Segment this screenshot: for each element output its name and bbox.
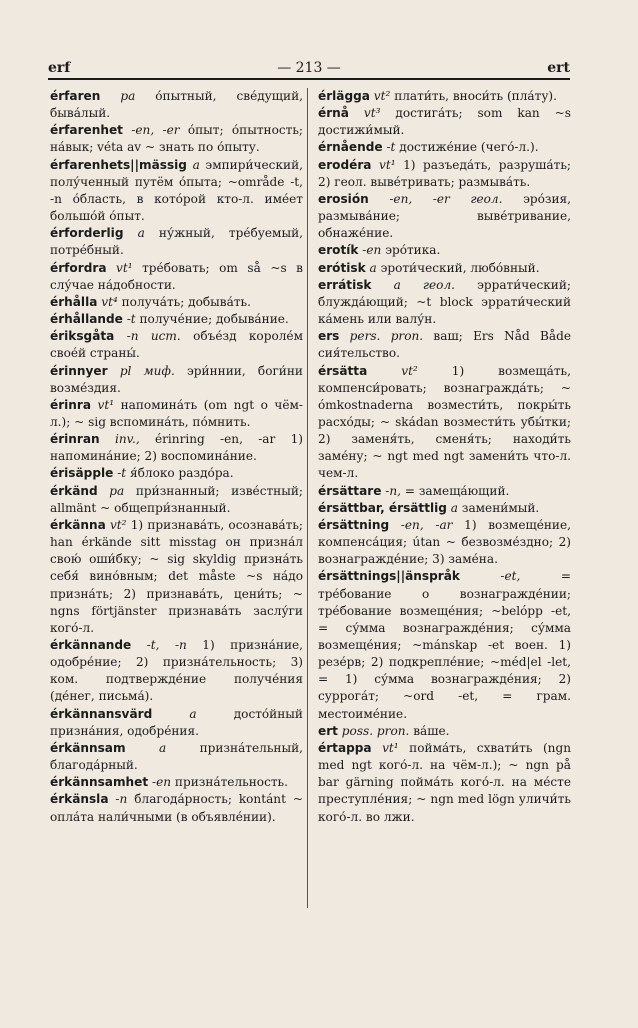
dictionary-entry [50,431,303,465]
dictionary-entry [318,568,571,722]
grammar-note: vt¹ [91,397,115,412]
translation: 1) разъеда́ть, разруша́ть; 2) геол. выве́тривать; размыва́ть. [318,157,571,189]
grammar-note: a геол. [371,277,455,292]
translation: достига́ть; som kan ~s достижи́мый. [318,106,571,138]
grammar-note: pl миф. [107,363,175,378]
headword: érfarenhet [50,123,123,138]
translation: эро́тика. [381,243,441,258]
translation: 1) призна́ние, одобре́ние; 2) призна́тельность; 3) ком. подтвержде́ние получе́ния (де́нег, письма́). [50,638,304,704]
dictionary-entry [318,88,571,105]
dictionary-entry [318,328,571,362]
headword: érnå [318,106,349,121]
dictionary-entry [50,706,303,740]
dictionary-entry [318,157,571,191]
grammar-note: pa [100,89,136,103]
translation: тре́бовать; om så ~s в слу́чае на́добности. [50,260,303,292]
grammar-note: vt² [105,517,127,532]
headword: errátisk [318,277,372,292]
translation: ваш; Ers Nåd Både сия́тельство. [318,329,572,361]
translation: о́пыт; о́пытность; на́вык; véta av ~ знать по о́пыту. [50,123,304,155]
headword: érinnyer [50,363,108,378]
dictionary-entry [50,328,303,362]
running-header [48,58,570,78]
headword: érsättare [318,483,382,498]
dictionary-entry [50,465,303,482]
headword: érsättning [318,517,390,532]
translation: = тре́бование о вознагражде́нии; тре́бование возмеще́ния; ~belópp -et, = су́мма вознагражде́ния; су́мма возмеще́ния; ~mánskap -et воен. 1) резе́рв; 2) подкрепле́ние; ~méd|el -let, = 1) су́мма вознагражде́ния; 2) суррога́т; ~ord -et, = грам. местоиме́ние. [318,569,571,721]
headword: érkännande [50,638,132,652]
grammar-note: -en, -er [122,123,180,138]
grammar-note: pa [97,483,125,498]
headword: érinra [50,397,92,412]
translation: получа́ть; добыва́ть. [117,294,251,309]
headword: érfordra [50,260,107,275]
grammar-note: -n, [381,483,401,498]
translation: érinring -en, -ar 1) напомина́ние; 2) воспомина́ние. [50,432,303,464]
dictionary-entry [318,517,571,568]
headword: érsättnings||änspråk [318,569,460,584]
headword: erótisk [318,260,366,275]
grammar-note: a [365,260,377,275]
left-column [50,88,303,826]
headword: érnående [318,140,383,155]
grammar-note: pers. pron. [339,329,424,344]
translation: 1) возмеща́ть, компенси́ровать; вознагражда́ть; ~ ómkostnaderna возмести́ть, покры́ть расхо́ды; ~ skádan возмести́ть убы́тки; 2) заменя́ть, сменя́ть; находи́ть заме́ну; ~ ngt med ngt замени́ть что-л. чем-л. [318,363,571,481]
headword: érlägga [318,89,370,103]
headword: ert [318,723,338,738]
dictionary-entry [318,260,571,277]
translation: эррати́ческий; блужда́ющий; ~t block эррати́ческий ка́мень или валу́н. [318,277,571,327]
headword: érsätta [318,363,368,378]
dictionary-entry [318,500,571,517]
dictionary-entry [318,242,571,259]
translation: напомина́ть (om ngt о чём-л.); ~ sig вспомина́ть, по́мнить. [50,397,303,429]
headword: erodéra [318,157,372,172]
translation: призна́тельный, благода́рный. [50,740,303,773]
grammar-note: vt¹ [371,157,396,172]
grammar-note: inv., [99,432,155,447]
grammar-note: -t, -n [131,638,187,652]
grammar-note: -n [108,792,128,807]
grammar-note: vt⁴ [97,294,118,309]
dictionary-entry [50,363,303,397]
headword: érhålla [50,294,98,309]
grammar-note: -en [148,775,172,790]
page-number: — 213 — [277,60,341,76]
grammar-note: -t [113,466,127,481]
dictionary-entry [50,740,303,774]
translation: досто́йный призна́ния, одобре́ния. [50,706,303,738]
dictionary-entry [318,740,571,826]
header-rule [48,78,570,80]
grammar-note: -en, -er геол. [368,191,503,206]
headword: érinran [50,432,100,447]
translation: эро́зия, размыва́ние; выве́тривание, обнаже́ние. [318,191,571,241]
headword: érsättbar, érsättlig [318,500,447,515]
right-column [318,88,571,826]
dictionary-entry [50,483,303,517]
translation: эроти́ческий, любо́вный. [376,260,540,275]
grammar-note: -en, -ar [389,517,453,532]
dictionary-entry [318,277,571,328]
headword: érkänsla [50,792,109,807]
dictionary-entry [318,191,571,242]
translation: = замеща́ющий. [401,483,510,498]
dictionary-entry [50,122,303,156]
headword: érkännsam [50,740,126,755]
translation: замени́мый. [458,500,540,515]
translation: я́блоко раздо́ра. [126,466,234,481]
grammar-note: -en [358,243,382,258]
translation: ва́ше. [409,723,450,738]
dictionary-entry [50,791,303,825]
dictionary-entry [50,225,303,259]
dictionary-entry [318,363,571,483]
headword: érkänd [50,483,98,498]
headword: érkännsamhet [50,775,149,790]
grammar-note: a [186,157,200,172]
translation: эмпири́ческий, полу́ченный путём о́пыта; ~område -t, -n о́бласть, в кото́рой кто-л. име́ет большо́й о́пыт. [50,157,303,224]
headword: érfarenhets||mässig [50,157,187,172]
headword: érisäpple [50,466,114,481]
dictionary-entry [318,105,571,139]
translation: благода́рность; kontánt ~ опла́та нали́чными (в объявле́нии). [50,792,303,824]
dictionary-entry [50,157,303,226]
dictionary-entry [50,88,303,122]
translation: призна́тельность. [171,775,288,790]
translation: достиже́ние (чего́-л.). [395,140,539,155]
dictionary-entry [50,517,303,637]
grammar-note: vt¹ [106,260,133,275]
dictionary-entry [318,483,571,500]
translation: о́пытный, све́дущий, быва́лый. [50,89,303,121]
grammar-note: vt² [367,363,418,378]
translation: пойма́ть, схвати́ть (ngn med ngt кого́-л. на чём-л.); ~ ngn på bar gärning пойма́ть кого́-л. на ме́сте преступле́ния; ~ ngn med lögn уличи́ть кого́-л. во лжи. [318,740,571,824]
translation: плати́ть, вноси́ть (пла́ту). [390,89,557,103]
grammar-note: poss. pron. [337,723,410,738]
translation: при́знанный; изве́стный; allmänt ~ общепри́знанный. [50,483,303,515]
grammar-note: a [152,706,197,721]
dictionary-entry [50,260,303,294]
headword: értappa [318,740,372,755]
grammar-note: a [446,500,458,515]
headword: érfaren [50,89,101,103]
grammar-note: vt³ [348,106,381,121]
translation: объе́зд короле́м свое́й страны́. [50,329,303,361]
translation: ну́жный, тре́буемый, потре́бный. [50,226,303,258]
headword: érhållande [50,312,123,327]
headword: ers [318,329,340,344]
headword: erotík [318,243,359,258]
grammar-note: -n ист. [114,329,181,344]
grammar-note: -et, [459,569,521,584]
translation: 1) возмеще́ние, компенса́ция; útan ~ безвозме́здно; 2) вознагражде́ние; 3) заме́на. [318,517,571,567]
header-guide-word-first: erf [48,60,71,76]
translation: 1) признава́ть, осознава́ть; han érkände sitt misstag он призна́л свою́ оши́бку; ~ sig skyldig призна́ть себя́ вино́вным; det måste ~s на́до призна́ть; 2) признава́ть, цени́ть; ~ ngns förtjänster признава́ть заслу́ги кого́-л. [50,517,303,635]
grammar-note: a [123,226,145,241]
column-divider [307,88,308,908]
grammar-note: a [125,740,167,755]
translation: получе́ние; добыва́ние. [135,312,289,327]
headword: érkännansvärd [50,706,153,721]
grammar-note: -t [382,140,396,155]
grammar-note: vt¹ [371,740,399,755]
dictionary-entry [50,397,303,431]
header-guide-word-last: ert [547,60,570,76]
dictionary-entry [50,774,303,791]
dictionary-entry [318,139,571,156]
translation: эри́ннии, боги́ни возме́здия. [50,363,303,395]
headword: erosión [318,191,369,206]
headword: érforderlig [50,226,124,241]
dictionary-entry [50,311,303,328]
dictionary-entry [50,637,303,706]
headword: érkänna [50,517,106,532]
dictionary-entry [50,294,303,311]
headword: ériksgåta [50,329,115,344]
grammar-note: -t [122,312,136,327]
dictionary-entry [318,723,571,740]
grammar-note: vt² [369,89,391,103]
